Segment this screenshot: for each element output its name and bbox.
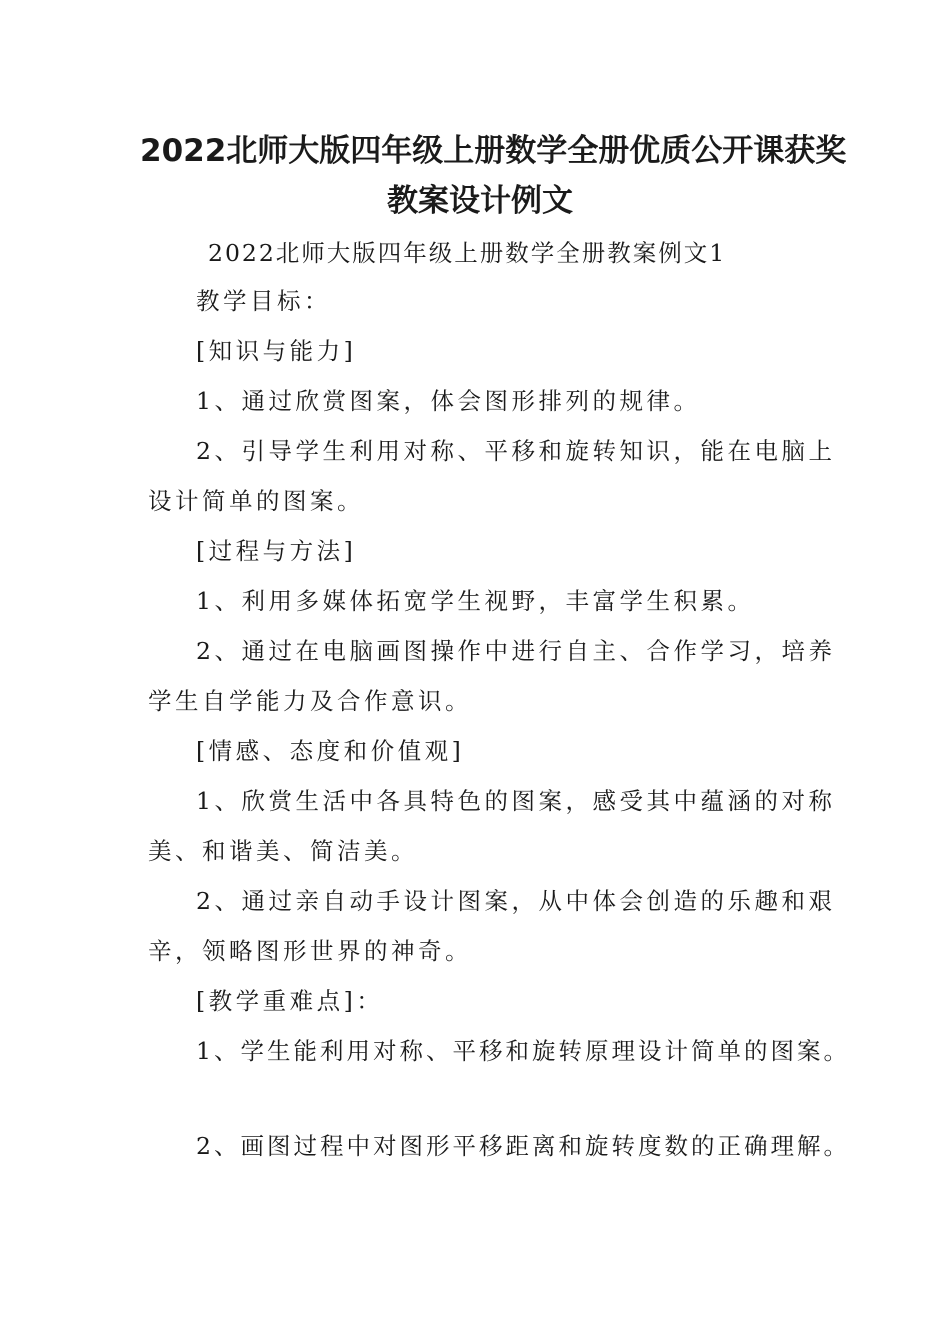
document-subtitle: 2022北师大版四年级上册数学全册教案例文1 xyxy=(208,239,727,267)
paragraph-line: 2、通过亲自动手设计图案，从中体会创造的乐趣和艰 xyxy=(196,887,836,915)
paragraph-line: 学生自学能力及合作意识。 xyxy=(148,687,472,715)
paragraph-line: 美、和谐美、简洁美。 xyxy=(148,837,418,865)
section-heading-process: [过程与方法] xyxy=(196,537,357,565)
section-heading-knowledge: [知识与能力] xyxy=(196,337,357,365)
paragraph-line: 2、引导学生利用对称、平移和旋转知识，能在电脑上 xyxy=(196,437,836,465)
section-heading-key-points: [教学重难点]： xyxy=(196,987,384,1015)
paragraph-line: 1、利用多媒体拓宽学生视野，丰富学生积累。 xyxy=(196,587,755,615)
paragraph-line: 1、学生能利用对称、平移和旋转原理设计简单的图案。 xyxy=(196,1037,850,1065)
paragraph-line: 1、欣赏生活中各具特色的图案，感受其中蕴涵的对称 xyxy=(196,787,836,815)
paragraph-line: 辛，领略图形世界的神奇。 xyxy=(148,937,472,965)
paragraph-line: 2、通过在电脑画图操作中进行自主、合作学习，培养 xyxy=(196,637,836,665)
paragraph-line: 设计简单的图案。 xyxy=(148,487,364,515)
paragraph-line: 1、通过欣赏图案，体会图形排列的规律。 xyxy=(196,387,701,415)
section-heading-emotion: [情感、态度和价值观] xyxy=(196,737,465,765)
document-title-line-1: 2022北师大版四年级上册数学全册优质公开课获奖 xyxy=(140,133,847,169)
paragraph-line: 2、画图过程中对图形平移距离和旋转度数的正确理解。 xyxy=(196,1132,850,1160)
paragraph-teaching-goals: 教学目标： xyxy=(196,287,331,315)
document-title-line-2: 教案设计例文 xyxy=(387,183,573,219)
